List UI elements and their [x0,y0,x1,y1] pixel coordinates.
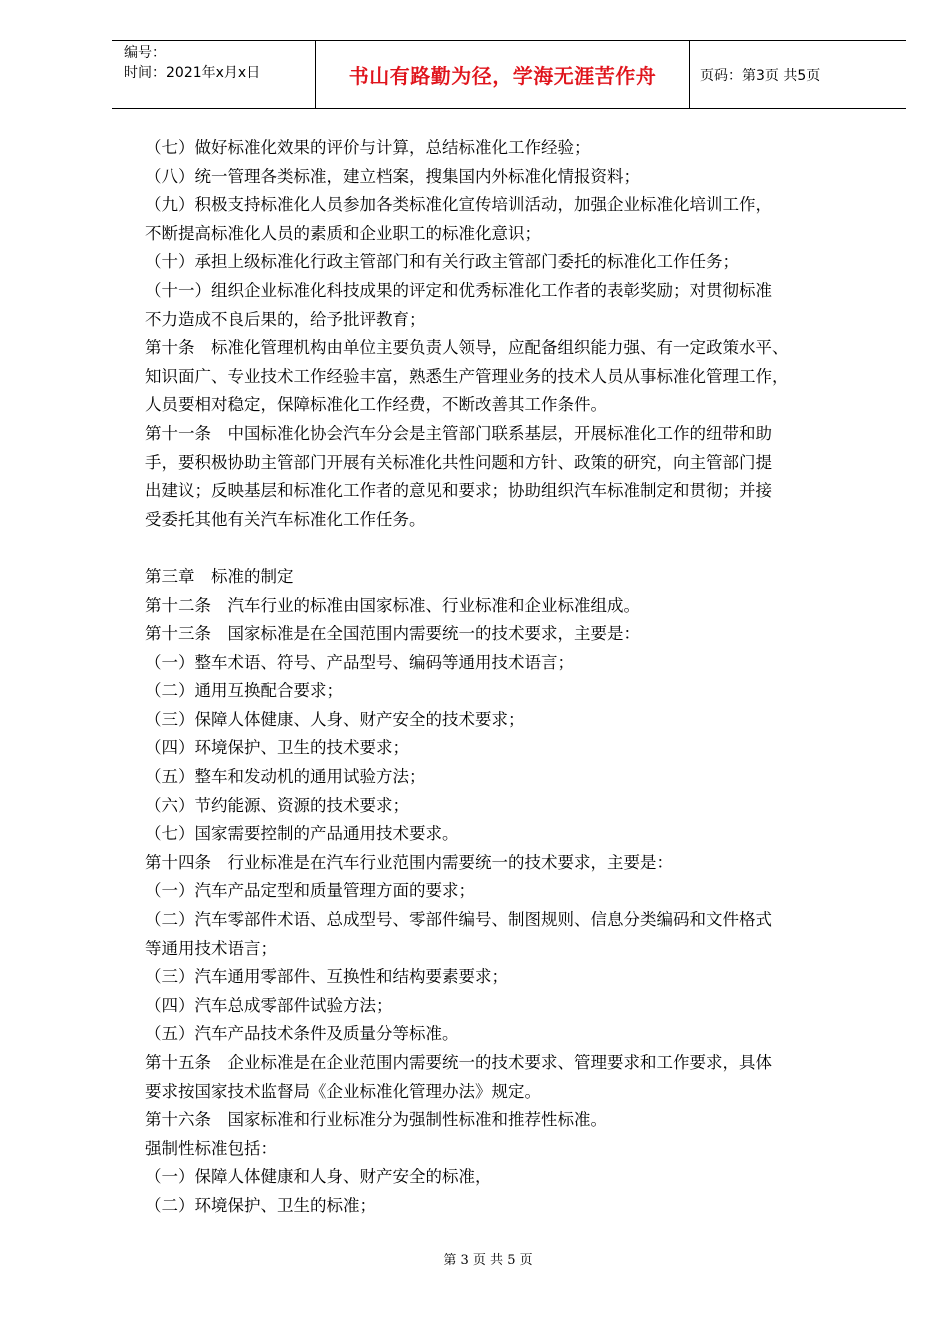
text-line: （二）通用互换配合要求； [145,681,343,701]
text-line: 第十三条 国家标准是在全国范围内需要统一的技术要求，主要是： [145,624,640,644]
text-line: （七）做好标准化效果的评价与计算，总结标准化工作经验； [145,138,591,157]
text-line: （三）保障人体健康、人身、财产安全的技术要求； [145,709,525,729]
text-line: （十）承担上级标准化行政主管部门和有关行政主管部门委托的标准化工作任务； [145,252,739,272]
text-line: （二）环境保护、卫生的标准； [145,1195,376,1215]
text-line: （七）国家需要控制的产品通用技术要求。 [145,824,459,844]
text-line: 人员要相对稳定，保障标准化工作经费，不断改善其工作条件。 [145,395,607,415]
text-line: （五）汽车产品技术条件及质量分等标准。 [145,1024,459,1044]
text-line: 强制性标准包括： [145,1138,277,1158]
blank-line [145,534,885,563]
text-line: （十一）组织企业标准化科技成果的评定和优秀标准化工作者的表彰奖励；对贯彻标准 [145,280,772,300]
text-line: 等通用技术语言； [145,938,277,958]
document-header [112,40,906,109]
text-line: 第十一条 中国标准化协会汽车分会是主管部门联系基层，开展标准化工作的纽带和助 [145,423,772,443]
text-line: 手，要积极协助主管部门开展有关标准化共性问题和方针、政策的研究，向主管部门提 [145,452,772,472]
document-number-label: 编号： [124,45,166,61]
header-page-info: 页码：第3页 共5页 [700,67,821,84]
text-line: （八）统一管理各类标准，建立档案，搜集国内外标准化情报资料； [145,166,640,186]
text-line: 受委托其他有关汽车标准化工作任务。 [145,509,426,529]
text-line: （一）整车术语、符号、产品型号、编码等通用技术语言； [145,652,574,672]
text-line: （四）环境保护、卫生的技术要求； [145,738,409,758]
text-line: 第十二条 汽车行业的标准由国家标准、行业标准和企业标准组成。 [145,595,640,615]
text-line: （一）汽车产品定型和质量管理方面的要求； [145,881,475,901]
text-line: （一）保障人体健康和人身、财产安全的标准， [145,1167,492,1187]
text-line: 第十条 标准化管理机构由单位主要负责人领导，应配备组织能力强、有一定政策水平、 [145,338,789,358]
text-line: 第十六条 国家标准和行业标准分为强制性标准和推荐性标准。 [145,1110,607,1130]
page-footer: 第 3 页 共 5 页 [443,1253,533,1268]
header-meta-cell [112,41,316,108]
text-line: （九）积极支持标准化人员参加各类标准化宣传培训活动，加强企业标准化培训工作， [145,195,772,215]
document-body [145,134,885,1221]
text-line: 第十四条 行业标准是在汽车行业范围内需要统一的技术要求，主要是： [145,852,673,872]
text-line: 不力造成不良后果的，给予批评教育； [145,309,426,329]
text-line: （二）汽车零部件术语、总成型号、零部件编号、制图规则、信息分类编码和文件格式 [145,910,772,930]
text-line: （四）汽车总成零部件试验方法； [145,995,393,1015]
text-line: （六）节约能源、资源的技术要求； [145,795,409,815]
text-line: 第十五条 企业标准是在企业范围内需要统一的技术要求、管理要求和工作要求，具体 [145,1053,772,1072]
text-line: （五）整车和发动机的通用试验方法； [145,767,426,787]
header-motto: 书山有路勤为径，学海无涯苦作舟 [316,41,690,108]
text-line: 要求按国家技术监督局《企业标准化管理办法》规定。 [145,1081,541,1101]
document-time-label: 时间：2021年x月x日 [124,65,261,81]
text-line: 不断提高标准化人员的素质和企业职工的标准化意识； [145,223,541,243]
text-line: （三）汽车通用零部件、互换性和结构要素要求； [145,967,508,987]
text-line: 第三章 标准的制定 [145,566,294,586]
text-line: 知识面广、专业技术工作经验丰富，熟悉生产管理业务的技术人员从事标准化管理工作， [145,366,789,386]
text-line: 出建议；反映基层和标准化工作者的意见和要求；协助组织汽车标准制定和贯彻；并接 [145,481,772,501]
